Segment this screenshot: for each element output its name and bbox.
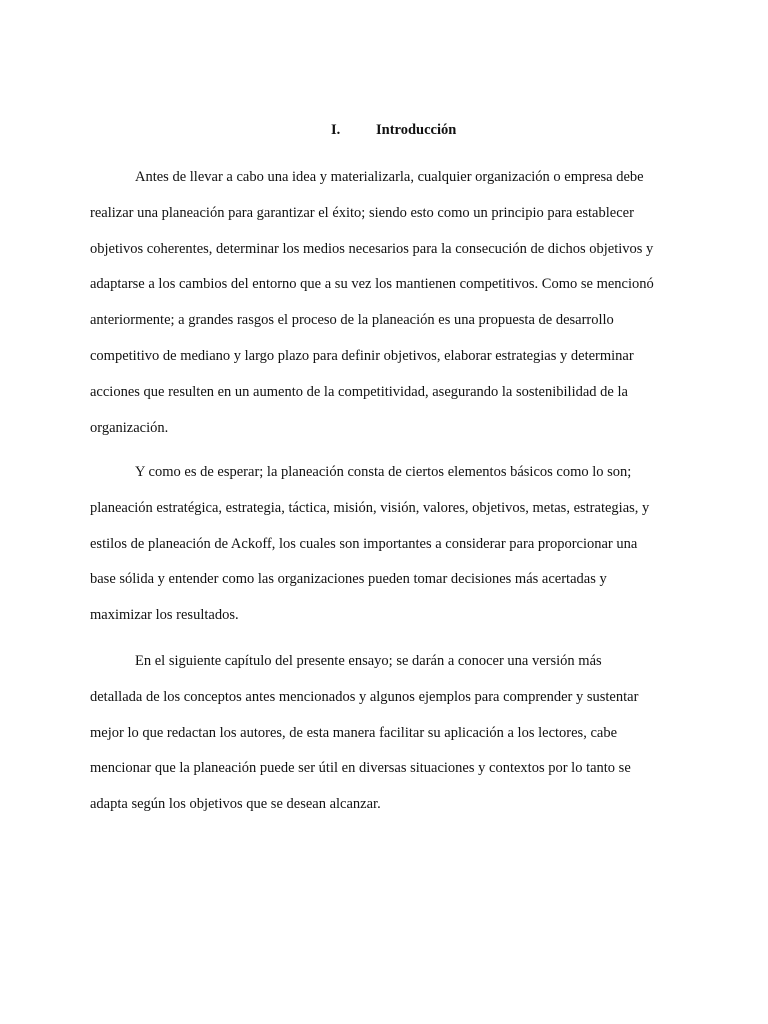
paragraph-line: competitivo de mediano y largo plazo para definir objetivos, elaborar estrategias y determinar [90,347,634,364]
paragraph-line: planeación estratégica, estrategia, táctica, misión, visión, valores, objetivos, metas, estrategias, y [90,499,650,516]
paragraph-line: maximizar los resultados. [90,607,239,624]
paragraph-line: realizar una planeación para garantizar el éxito; siendo esto como un principio para establecer [90,204,634,221]
paragraph-1 [90,160,692,446]
paragraph-line: En el siguiente capítulo del presente ensayo; se darán a conocer una versión más [135,653,602,669]
section-heading [0,122,768,142]
paragraph-line: organización. [90,419,169,436]
paragraph-line: Antes de llevar a cabo una idea y materializarla, cualquier organización o empresa debe [135,169,644,185]
paragraph-line: Y como es de esperar; la planeación consta de ciertos elementos básicos como lo son; [135,464,632,480]
paragraph-line: adaptarse a los cambios del entorno que a su vez los mantienen competitivos. Como se mencionó [90,276,654,293]
paragraph-3 [90,644,692,823]
paragraph-line: mencionar que la planeación puede ser útil en diversas situaciones y contextos por lo tanto se [90,760,631,777]
paragraph-line: adapta según los objetivos que se desean alcanzar. [90,796,381,813]
paragraph-line: anteriormente; a grandes rasgos el proceso de la planeación es una propuesta de desarrollo [90,312,614,329]
paragraph-line: objetivos coherentes, determinar los medios necesarios para la consecución de dichos objetivos y [90,240,654,257]
paragraph-line: detallada de los conceptos antes mencionados y algunos ejemplos para comprender y sustentar [90,688,639,705]
paragraph-line: acciones que resulten en un aumento de la competitividad, asegurando la sostenibilidad de la [90,383,628,400]
paragraph-line: mejor lo que redactan los autores, de esta manera facilitar su aplicación a los lectores, cabe [90,724,617,741]
section-title: Introducción [376,122,457,138]
paragraph-line: base sólida y entender como las organizaciones pueden tomar decisiones más acertadas y [90,571,607,588]
paragraph-2 [90,455,692,634]
paragraph-line: estilos de planeación de Ackoff, los cuales son importantes a considerar para proporcionar una [90,535,638,552]
section-number: I. [331,122,341,138]
